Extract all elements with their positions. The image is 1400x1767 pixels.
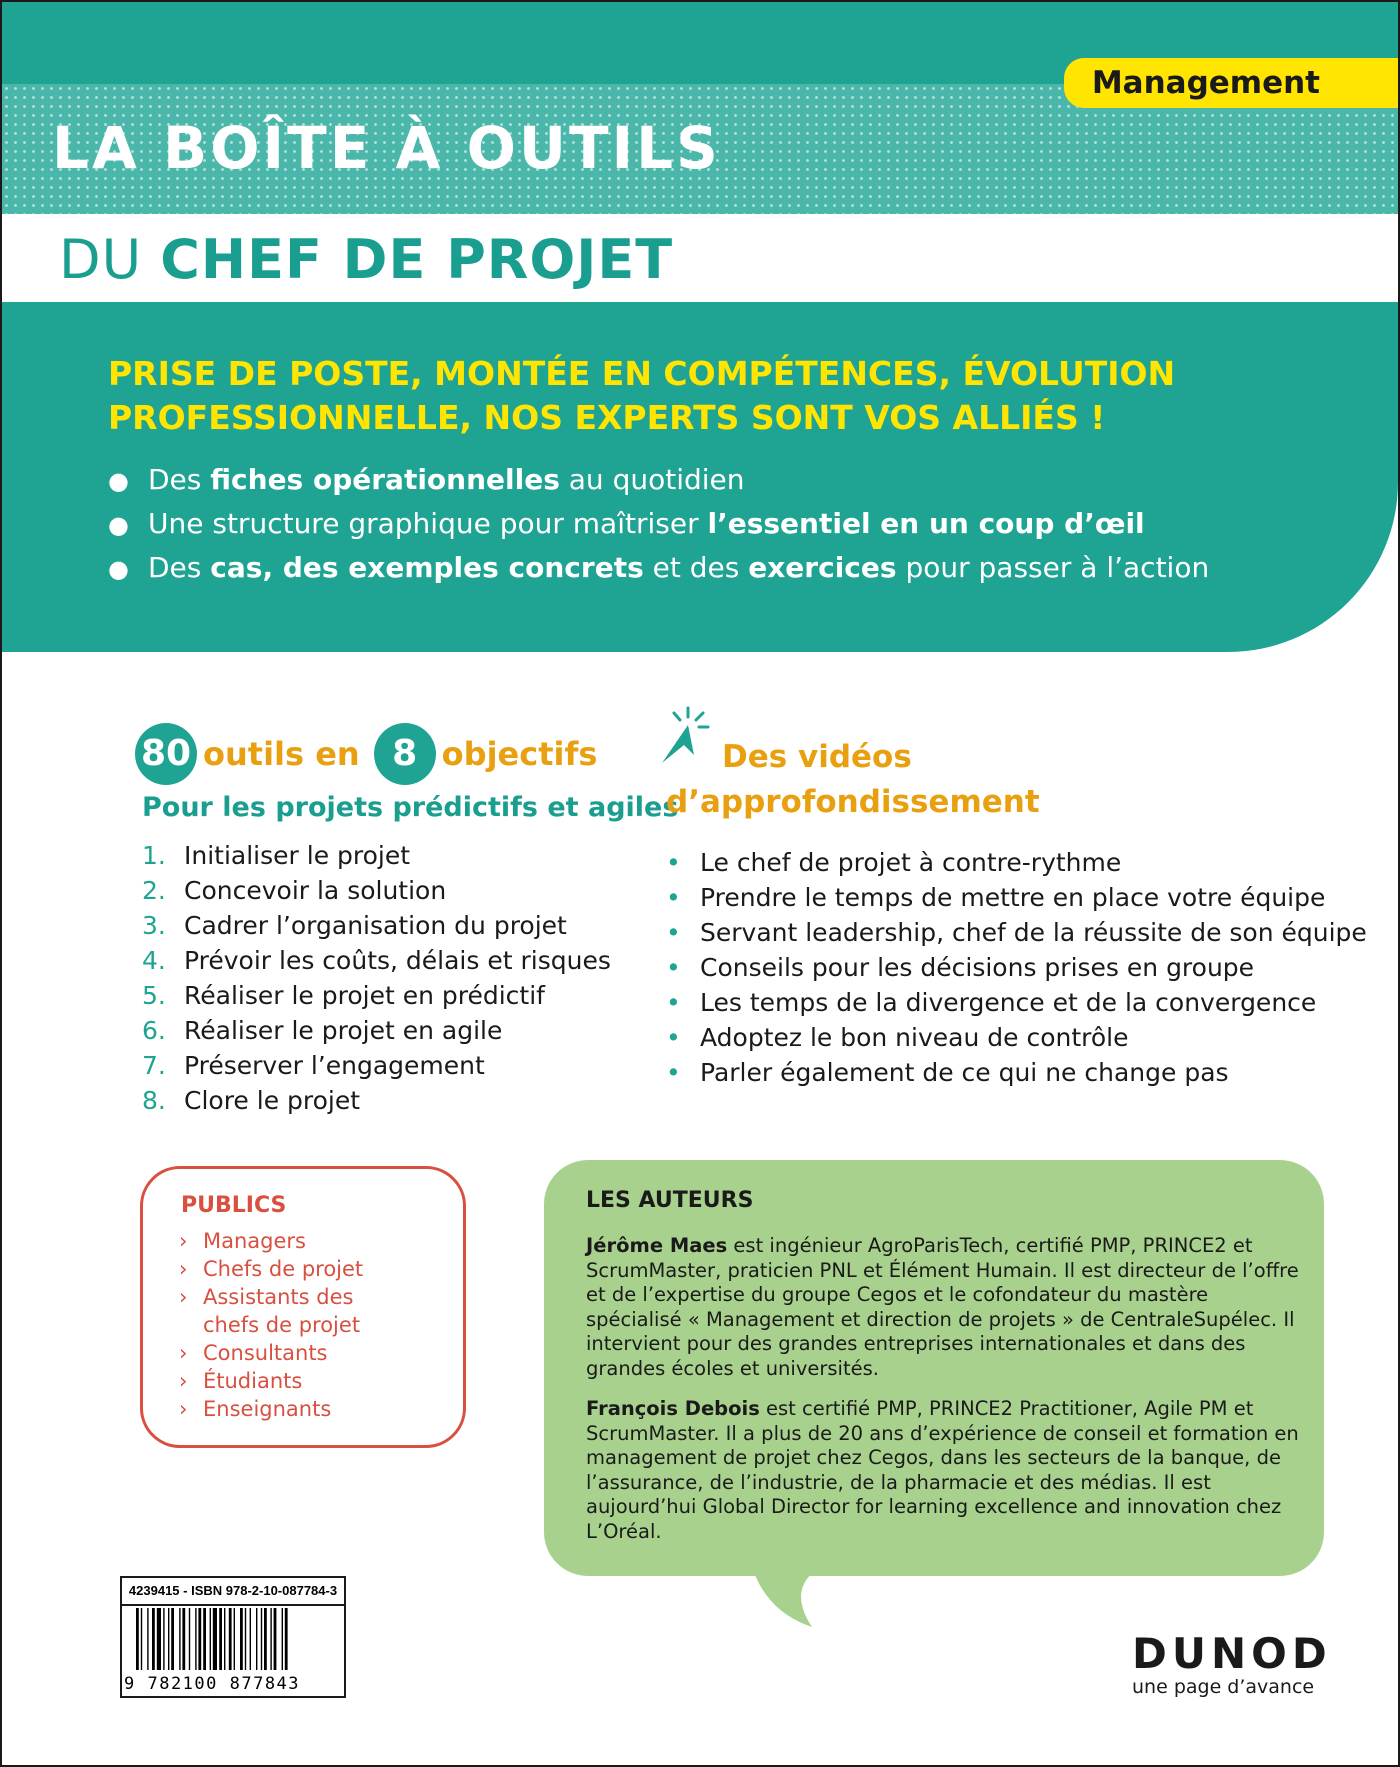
benefits-list bbox=[108, 458, 1209, 590]
videos-list bbox=[666, 845, 1367, 1090]
benefit-item bbox=[108, 502, 1209, 546]
bullet-icon: • bbox=[666, 918, 681, 947]
chevron-right-icon: › bbox=[179, 1369, 188, 1393]
isbn-barcode bbox=[120, 1576, 346, 1698]
objective-item bbox=[142, 1013, 611, 1048]
chevron-right-icon: › bbox=[179, 1229, 188, 1253]
speech-bubble-tail bbox=[752, 1567, 822, 1627]
video-item bbox=[666, 1020, 1367, 1055]
tools-count-label: outils en bbox=[203, 735, 360, 773]
objective-item bbox=[142, 943, 611, 978]
video-text: Prendre le temps de mettre en place votre équipe bbox=[700, 883, 1326, 912]
public-item bbox=[179, 1227, 403, 1255]
tools-count-badge: 80 bbox=[135, 723, 197, 785]
public-item bbox=[179, 1255, 403, 1283]
book-title-prefix: DU bbox=[59, 228, 143, 291]
bullet-icon: ● bbox=[108, 467, 129, 495]
objectives-list bbox=[142, 838, 611, 1118]
benefit-emphasis: cas, des exemples concrets bbox=[210, 551, 644, 584]
objective-text: Cadrer l’organisation du projet bbox=[184, 911, 567, 940]
video-text: Les temps de la divergence et de la convergence bbox=[700, 988, 1317, 1017]
videos-title bbox=[666, 735, 1040, 825]
publics-list bbox=[179, 1227, 403, 1423]
public-item bbox=[179, 1283, 403, 1339]
bullet-icon: ● bbox=[108, 555, 129, 583]
benefit-item bbox=[108, 458, 1209, 502]
barcode-digits: 9 782100 877843 bbox=[124, 1674, 301, 1694]
isbn-text: 4239415 - ISBN 978-2-10-087784-3 bbox=[122, 1578, 344, 1606]
benefit-text: au quotidien bbox=[559, 463, 745, 496]
author-bio bbox=[586, 1234, 1306, 1381]
video-item bbox=[666, 950, 1367, 985]
video-item bbox=[666, 915, 1367, 950]
public-text: Enseignants bbox=[203, 1397, 332, 1421]
bullet-icon: • bbox=[666, 848, 681, 877]
headline: PRISE DE POSTE, MONTÉE EN COMPÉTENCES, ÉVOLUTION PROFESSIONNELLE, NOS EXPERTS SONT VOS ALLIÉS ! bbox=[108, 354, 1176, 437]
benefit-text: Des bbox=[148, 463, 211, 496]
chevron-right-icon: › bbox=[179, 1285, 188, 1309]
objective-item bbox=[142, 908, 611, 943]
author-name: Jérôme Maes bbox=[586, 1234, 728, 1257]
chevron-right-icon: › bbox=[179, 1257, 188, 1281]
series-title: LA BOÎTE À OUTILS bbox=[52, 114, 721, 182]
benefit-emphasis: exercices bbox=[748, 551, 897, 584]
objective-item bbox=[142, 978, 611, 1013]
chevron-right-icon: › bbox=[179, 1341, 188, 1365]
benefit-emphasis: fiches opérationnelles bbox=[210, 463, 560, 496]
bullet-icon: • bbox=[666, 1023, 681, 1052]
public-item bbox=[179, 1395, 403, 1423]
public-item bbox=[179, 1367, 403, 1395]
public-text: Assistants des chefs de projet bbox=[203, 1285, 361, 1337]
publisher-tagline: une page d’avance bbox=[1132, 1676, 1315, 1698]
objective-item bbox=[142, 838, 611, 873]
objective-number: 1. bbox=[142, 841, 166, 870]
objective-text: Clore le projet bbox=[184, 1086, 361, 1115]
publics-box bbox=[140, 1166, 466, 1448]
objective-number: 8. bbox=[142, 1086, 166, 1115]
video-item bbox=[666, 845, 1367, 880]
publisher-logo bbox=[1132, 1629, 1332, 1698]
bullet-icon: • bbox=[666, 883, 681, 912]
book-title bbox=[59, 228, 673, 291]
tools-count bbox=[135, 724, 597, 784]
benefit-text: Des bbox=[148, 551, 211, 584]
benefit-emphasis: l’essentiel en un coup d’œil bbox=[707, 507, 1145, 540]
authors-box bbox=[544, 1160, 1324, 1576]
objective-number: 6. bbox=[142, 1016, 166, 1045]
publics-title: PUBLICS bbox=[181, 1193, 287, 1218]
publisher-name: DUNOD bbox=[1132, 1629, 1332, 1678]
authors-title: LES AUTEURS bbox=[586, 1188, 754, 1213]
videos-title-line2: d’approfondissement bbox=[666, 784, 1040, 820]
public-text: Consultants bbox=[203, 1341, 328, 1365]
public-item bbox=[179, 1339, 403, 1367]
public-text: Étudiants bbox=[203, 1369, 303, 1393]
objective-number: 7. bbox=[142, 1051, 166, 1080]
author-bio-text: est ingénieur AgroParisTech, certifié PMP, PRINCE2 et ScrumMaster, praticien PNL et Élément Humain. Il est directeur de l’offre et de l’expertise du groupe Cegos et le cofondateur du mastère spécialisé « Management et direction de projets » de CentraleSupélec. Il intervient pour des grandes entreprises internationales et dans des grandes écoles et universités. bbox=[586, 1234, 1299, 1380]
objective-item bbox=[142, 1048, 611, 1083]
video-item bbox=[666, 1055, 1367, 1090]
author-bio-text: est certifié PMP, PRINCE2 Practitioner, Agile PM et ScrumMaster. Il a plus de 20 ans d’expérience de conseil et formation en management de projet chez Cegos, dans les secteurs de la banque, de l’assurance, de l’industrie, de la pharmacie et des médias. Il est aujourd’hui Global Director for learning excellence and innovation chez L’Oréal. bbox=[586, 1397, 1299, 1543]
benefit-text: et des bbox=[643, 551, 749, 584]
video-text: Servant leadership, chef de la réussite de son équipe bbox=[700, 918, 1367, 947]
objective-number: 3. bbox=[142, 911, 166, 940]
video-text: Parler également de ce qui ne change pas bbox=[700, 1058, 1229, 1087]
video-item bbox=[666, 880, 1367, 915]
public-text: Chefs de projet bbox=[203, 1257, 364, 1281]
objective-number: 5. bbox=[142, 981, 166, 1010]
objective-item bbox=[142, 1083, 611, 1118]
benefit-item bbox=[108, 546, 1209, 590]
objective-number: 4. bbox=[142, 946, 166, 975]
benefit-text: pour passer à l’action bbox=[896, 551, 1210, 584]
videos-title-line1: Des vidéos bbox=[722, 739, 912, 775]
category-tag: Management bbox=[1064, 58, 1400, 108]
public-text: Managers bbox=[203, 1229, 306, 1253]
objective-text: Réaliser le projet en prédictif bbox=[184, 981, 545, 1010]
barcode-icon bbox=[136, 1608, 332, 1670]
tools-subtitle: Pour les projets prédictifs et agiles bbox=[142, 792, 679, 823]
chevron-right-icon: › bbox=[179, 1397, 188, 1421]
author-bio bbox=[586, 1397, 1306, 1544]
objective-text: Préserver l’engagement bbox=[184, 1051, 485, 1080]
objectives-count-label: objectifs bbox=[441, 735, 598, 773]
bullet-icon: • bbox=[666, 953, 681, 982]
video-text: Adoptez le bon niveau de contrôle bbox=[700, 1023, 1129, 1052]
book-title-emphasis: CHEF DE PROJET bbox=[160, 228, 674, 291]
video-item bbox=[666, 985, 1367, 1020]
video-text: Conseils pour les décisions prises en groupe bbox=[700, 953, 1255, 982]
objective-text: Initialiser le projet bbox=[184, 841, 411, 870]
objective-text: Prévoir les coûts, délais et risques bbox=[184, 946, 611, 975]
video-text: Le chef de projet à contre-rythme bbox=[700, 848, 1122, 877]
objective-text: Concevoir la solution bbox=[184, 876, 447, 905]
objective-text: Réaliser le projet en agile bbox=[184, 1016, 503, 1045]
objectives-count-badge: 8 bbox=[374, 723, 436, 785]
bullet-icon: • bbox=[666, 988, 681, 1017]
objective-number: 2. bbox=[142, 876, 166, 905]
benefit-text: Une structure graphique pour maîtriser bbox=[148, 507, 708, 540]
bullet-icon: • bbox=[666, 1058, 681, 1087]
objective-item bbox=[142, 873, 611, 908]
author-name: François Debois bbox=[586, 1397, 760, 1420]
bullet-icon: ● bbox=[108, 511, 129, 539]
